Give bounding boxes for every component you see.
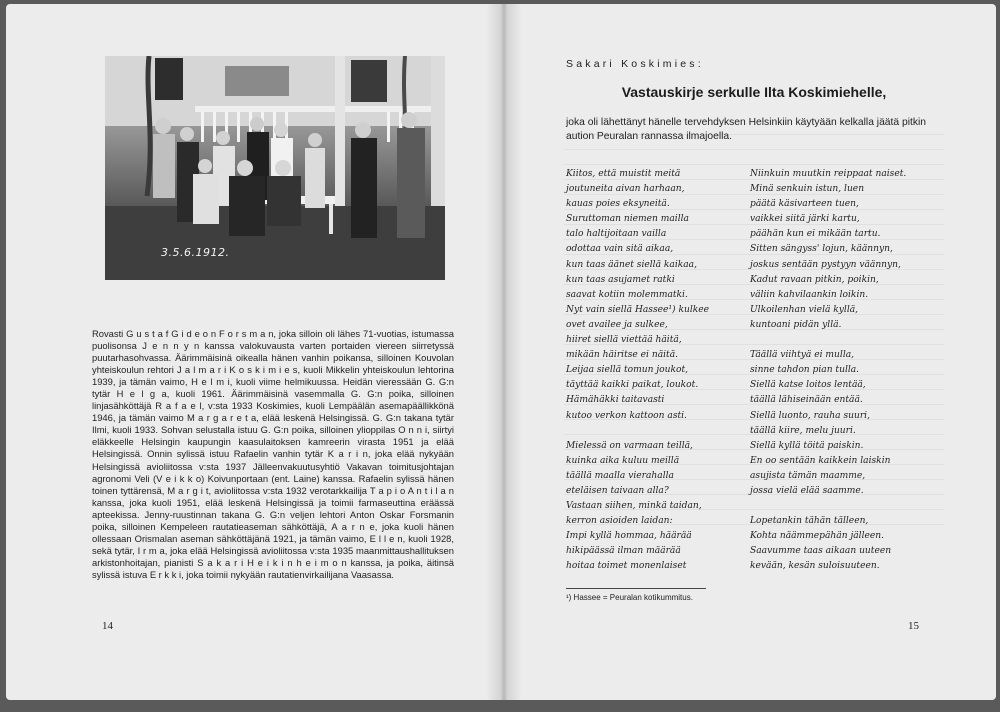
- poem-line: Mielessä on varmaan teillä,: [566, 440, 693, 451]
- poem-line: kuinka aika kuluu meillä: [566, 455, 680, 466]
- book-gutter: [486, 4, 522, 700]
- poem-line: Minä senkuin istun, luen: [750, 184, 865, 195]
- poem-line: En oo sentään kaikkein laiskin: [750, 455, 891, 466]
- poem-line: eteläisen taivaan alla?: [566, 485, 669, 496]
- poem-line: Nyt vain siellä Hassee¹) kulkee: [566, 304, 710, 315]
- poem-line: Kohta näämmepähän jälleen.: [750, 531, 885, 542]
- poem-line: täyttää kaikki paikat, loukot.: [566, 380, 699, 391]
- poem-line: saavat kotiin molemmatki.: [566, 289, 688, 300]
- poem-line: Suruttoman niemen mailla: [566, 214, 689, 225]
- poem-line: Leijaa siellä tomun joukot,: [566, 365, 689, 376]
- poem-line: täällä maalla vierahalla: [566, 470, 674, 481]
- poem-line: sinne tahdon pian tulla.: [750, 365, 860, 376]
- poem-line: täällä kiire, melu juuri.: [750, 425, 856, 436]
- stanza: [750, 514, 940, 574]
- porch-column: [335, 56, 345, 206]
- poem-line: ovet availee ja sulkee,: [566, 319, 668, 330]
- bench-leg: [329, 204, 333, 234]
- poem-line: Kiitos, että muistit meitä: [566, 169, 681, 179]
- stanza: [750, 348, 940, 499]
- window: [155, 58, 183, 100]
- poem-line: odottaa vain sitä aikaa,: [566, 244, 674, 255]
- poem-intro: joka oli lähettänyt hänelle tervehdyksen Helsinkiin käytyään kelkalla jäätä pitkin aution Peuralan rannassa ilmajoella.: [566, 117, 927, 142]
- poem-line: vaikkei siitä järki kartu,: [750, 214, 860, 225]
- poem-line: joutuneita aivan harhaan,: [566, 184, 685, 195]
- poem-line: Hämähäkki taitavasti: [566, 395, 665, 406]
- poem-line: talo haltijoitaan vailla: [566, 229, 667, 240]
- photo-caption: Rovasti G u s t a f G i d e o n F o r s m a n, joka silloin oli lähes 71-vuotias, istumassa puolisonsa J e n n y n kanssa valokuvausta varten portaiden viereen siirretyssä puutarhasohvassa. Äärimmäisinä oikealla hänen vanhin poikansa, silloinen Kouvolan yhteiskoulun rehtori J a l m a r i K o s k i m i e s, kuoli Mikkelin yhteiskoulun lehtorina 1939, ja tämän vaimo, H e l m i, kuoli viime helmikuussa. Heidän vieressään G. G:n tytär H e l g a, kuoli 1961. Äärimmäisinä vasemmalla G. G:n poika, silloinen linjasähköttäjä R a f a e l, v:sta 1933 Koskimies, kuoli Lempäälän asemapäällikkönä 1946, ja tämän vaimo M a r g a r e t a, elää leskenä Helsingissä. G. G:n takana tytär Ilmi, kuoli 1933. Sohvan selustalla istuu G. G:n poika, silloinen ylioppilas O n n i, siirtyi eläkkeelle Helsingin kaupungin kaasulaitoksen kamreerin virasta 1951 ja elää Helsingissä. Onnin sylissä istuu Rafaelin vanhin tytär K a r i n, joka elää nykyään Helsingissä avioliitossa v:sta 1937 Jälleenvakuutusyhtiö Vakavan toimitusjohtajan agronomi Veli (V e i k k o) Koivunportaan (ent. Laine) kanssa. Rafaelin sylissä hänen toinen tyttärensä, M a r g i t, avioliitossa v:sta 1932 verotarkkailija T a p i o A n t i l a n kanssa, joka kuoli 1951, elää leskenä Helsingissä ja toimii farmaseuttina eräässä apteekissa. Jenny-ruustinnan takana G. G:n veljen lehtori Anton Oskar Forsmanin poika, silloinen Kempeleen rautatieaseman sähköttäjä, A a r n e, joka kuoli hänen ollessaan Orismalan aseman sähköttäjänä 1921, ja tämän vaimo, E l l e n, kuoli 1928, sekä tytär, I r m a, joka elää Helsingissä avioliitossa v:sta 1935 maanmittaushallituksen arkistonhoitajan, pianisti S a k a r i H e i k i n h e i m o n kanssa, ja poika, äitinsä sylissä istuva E r k k i, joka toimii nykyään rautatienvirkailijana Vaasassa.: [92, 328, 454, 580]
- stanza: [750, 167, 940, 333]
- poem-line: kun taas asujamet ratki: [566, 274, 675, 285]
- poem-line: Kadut ravaan pitkin, poikin,: [750, 274, 879, 285]
- footnote: ¹) Hassee = Peuralan kotikummitus.: [566, 593, 693, 602]
- poem-line: Lopetankin tähän tälleen,: [750, 516, 869, 527]
- vine: [147, 56, 150, 196]
- left-page: [6, 4, 504, 700]
- right-page: [504, 4, 996, 700]
- porch-railing: [195, 106, 445, 112]
- poem-line: kutoo verkon kattoon asti.: [566, 410, 687, 421]
- poem-author: Sakari Koskimies:: [566, 58, 704, 70]
- poem-line: Sitten sängyss' lojun, käännyn,: [750, 244, 893, 255]
- poem-line: Ulkoilenhan vielä kyllä,: [750, 304, 859, 315]
- poem-line: joskus sentään pystyyn väännyn,: [750, 259, 901, 270]
- page-number-left: 14: [102, 620, 113, 632]
- stanza-gap: [750, 499, 940, 514]
- poem-column-right: [750, 167, 940, 575]
- family-photograph: [105, 56, 445, 280]
- poem-line: Täällä viihtyä ei mulla,: [750, 350, 855, 361]
- poem-line: hikipäässä ilman määrää: [566, 546, 681, 557]
- poem-line: väliin kahvilaankin loikin.: [750, 289, 869, 300]
- poem-line: jossa vielä elää saamme.: [750, 485, 864, 496]
- poem-line: päähän kun ei mikään tartu.: [750, 229, 881, 240]
- poem-line: Siellä katse loitos lentää,: [750, 380, 866, 391]
- poem-line: Siellä luonto, rauha suuri,: [750, 410, 870, 421]
- poem-line: kerron asioiden laidan:: [566, 516, 673, 527]
- poem-line: hiiret siellä viettää häitä,: [566, 335, 682, 346]
- stanza-gap: [566, 424, 756, 439]
- poem-line: kun taas äänet siellä kaikaa,: [566, 259, 697, 270]
- poem-line: kevään, kesän suloisuuteen.: [750, 561, 880, 572]
- window: [225, 66, 289, 96]
- footnote-rule: [566, 588, 706, 589]
- poem-line: täällä lähiseinään entää.: [750, 395, 863, 406]
- window: [351, 60, 387, 102]
- poem-line: Niinkuin muutkin reippaat naiset.: [750, 169, 907, 179]
- page-number-right: 15: [908, 620, 919, 632]
- stanza: [566, 167, 756, 424]
- photo-date-inscription: 3.5.6.1912.: [161, 246, 230, 259]
- poem-line: hoitaa toimet monenlaiset: [566, 561, 687, 572]
- poem-line: asujista tämän maamme,: [750, 470, 866, 481]
- porch-column: [431, 56, 445, 206]
- poem-column-left: [566, 167, 756, 575]
- poem-line: Saavumme taas aikaan uuteen: [750, 546, 892, 557]
- photograph-scene: [105, 56, 445, 280]
- poem-line: kauas poies eksyneitä.: [566, 199, 670, 210]
- stanza-gap: [750, 333, 940, 348]
- poem-line: kuntoani pidän yllä.: [750, 319, 842, 330]
- poem-title: Vastauskirje serkulle Ilta Koskimiehelle,: [621, 84, 887, 100]
- poem-line: Siellä kyllä töitä paiskin.: [750, 440, 864, 451]
- poem-line: päätä käsivarteen tuen,: [750, 199, 859, 210]
- stanza: [566, 439, 756, 575]
- poem-line: Impi kyllä hommaa, häärää: [566, 531, 692, 542]
- poem-line: Vastaan siihen, minkä taidan,: [566, 501, 702, 512]
- poem-line: mikään häiritse ei näitä.: [566, 350, 679, 361]
